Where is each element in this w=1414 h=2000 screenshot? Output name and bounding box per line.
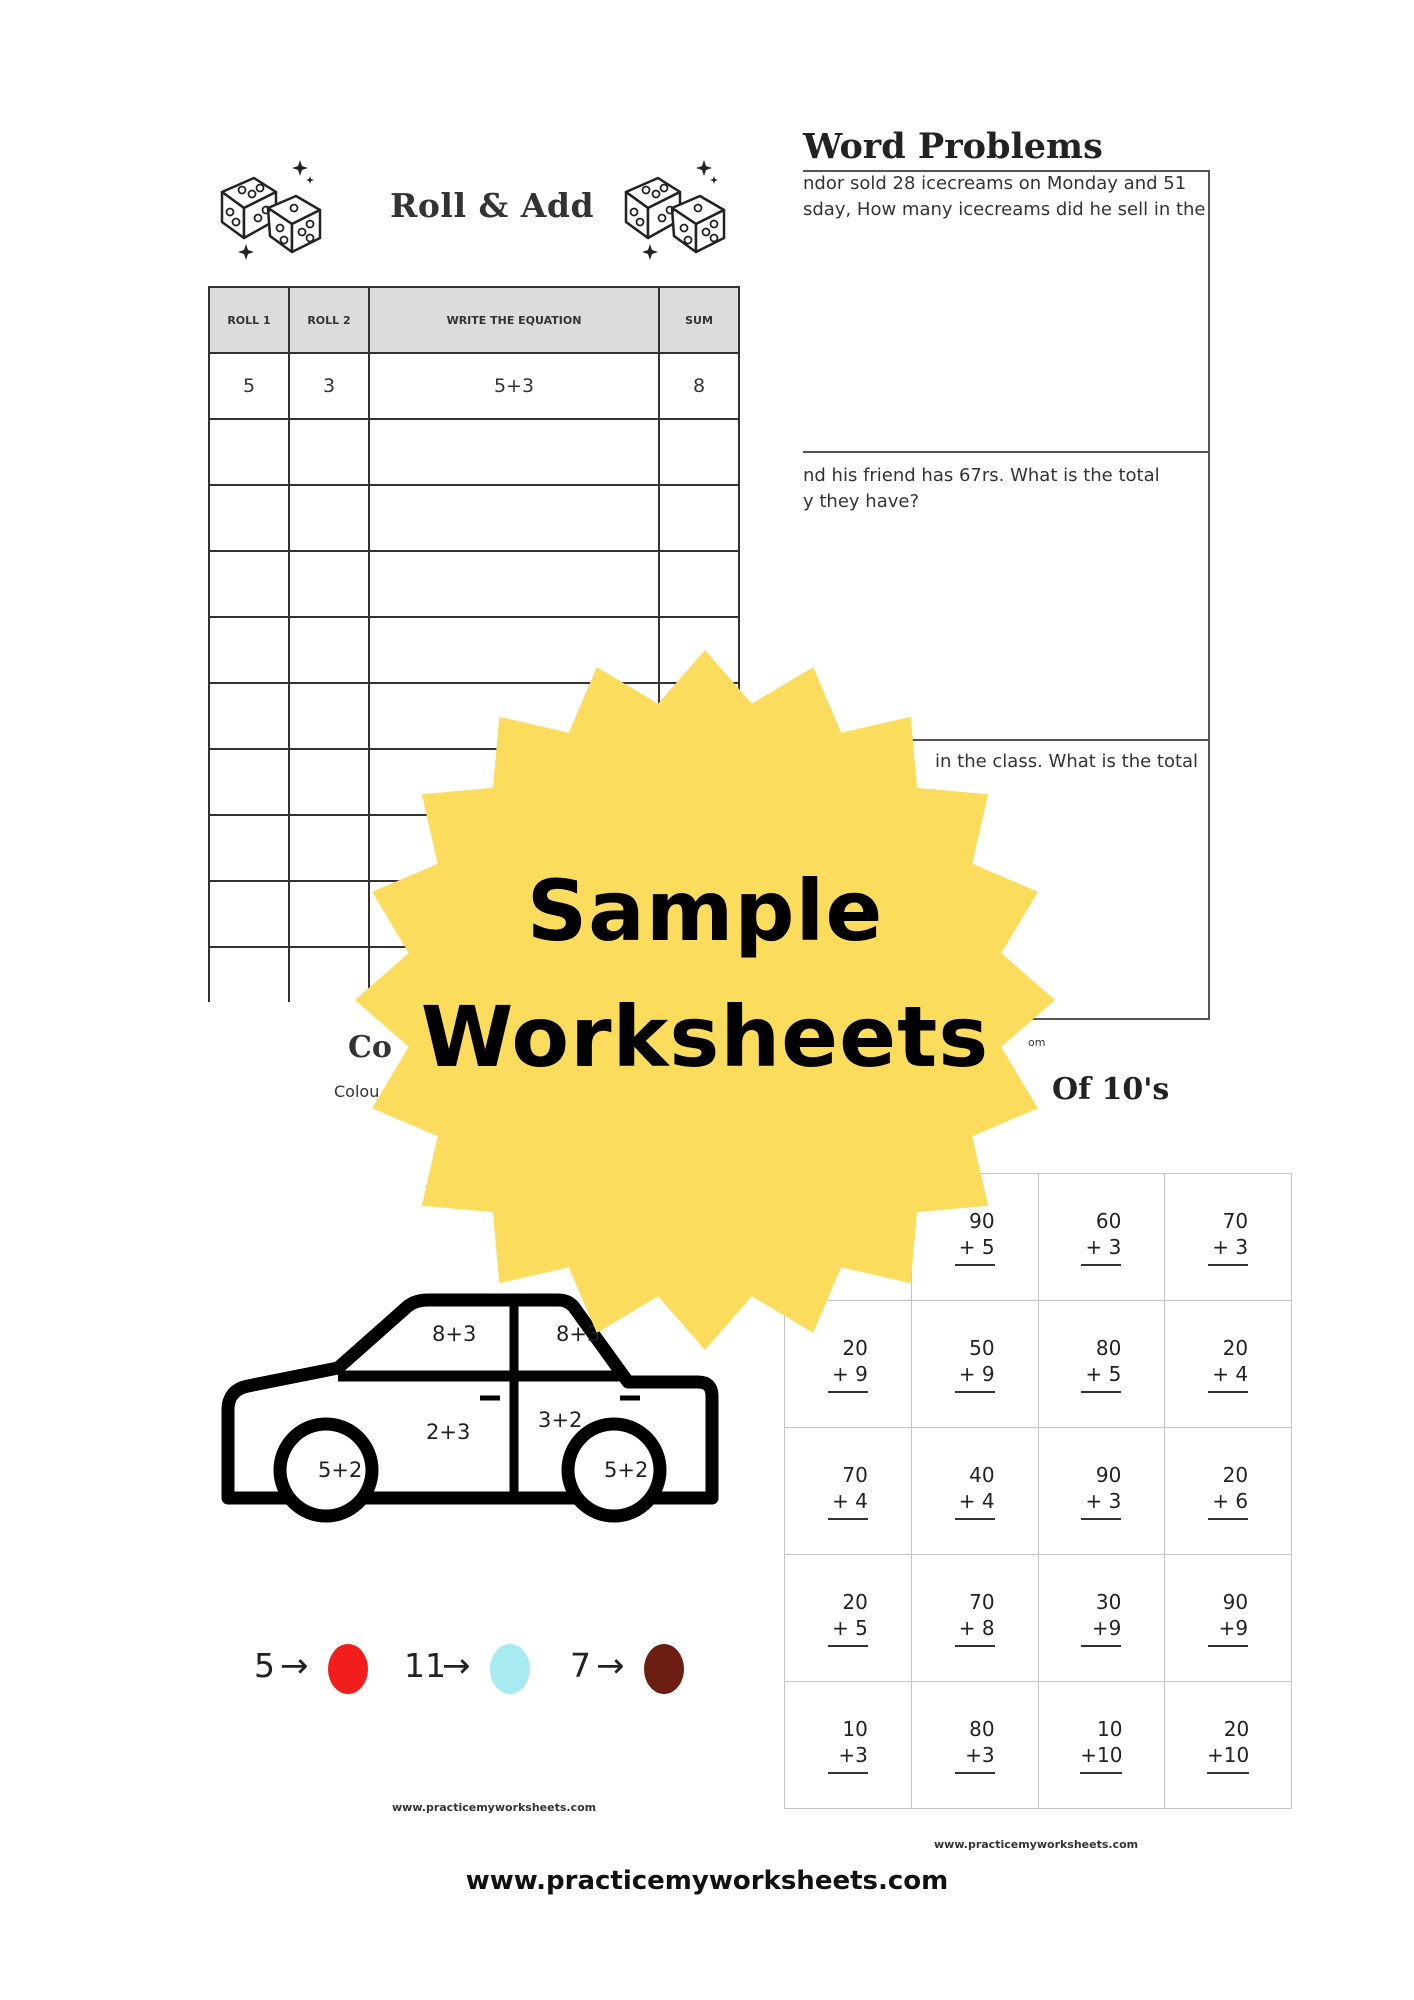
roll-add-title: Roll & Add <box>390 186 595 225</box>
colour-title: Co <box>348 1030 392 1065</box>
addition-problem: 90 +9 <box>1208 1589 1248 1647</box>
arrow-right-icon: → <box>596 1646 625 1686</box>
roll2-cell[interactable] <box>289 551 369 617</box>
addition-problem: 20 +10 <box>1207 1716 1249 1774</box>
equation-cell[interactable] <box>369 419 659 485</box>
addition-problem: 40 + 4 <box>955 1462 995 1520</box>
color-swatch-light-blue <box>490 1644 530 1694</box>
grid-row <box>785 1555 1292 1682</box>
addition-problem: 80 +3 <box>955 1716 995 1774</box>
roll1-cell[interactable] <box>209 683 289 749</box>
grid-cell <box>1038 1428 1165 1555</box>
roll1-cell[interactable] <box>209 485 289 551</box>
color-swatch-red <box>328 1644 368 1694</box>
legend-number: 11 <box>404 1646 446 1685</box>
grid-cell <box>1038 1174 1165 1301</box>
grid-row <box>785 1428 1292 1555</box>
table-row <box>209 419 739 485</box>
grid-cell <box>1038 1555 1165 1682</box>
problem-2-line-1: nd his friend has 67rs. What is the total <box>803 465 1160 486</box>
equation-cell[interactable] <box>369 551 659 617</box>
table-row <box>209 485 739 551</box>
colour-subtitle: Colou <box>334 1082 380 1101</box>
grid-cell <box>1165 1682 1292 1809</box>
grid-cell <box>785 1682 912 1809</box>
addition-problem: 60 + 3 <box>1081 1208 1121 1266</box>
addition-problem: 70 + 8 <box>955 1589 995 1647</box>
addition-problem: 30 +9 <box>1081 1589 1121 1647</box>
color-swatch-brown <box>644 1644 684 1694</box>
problem-2-line-2: y they have? <box>803 491 920 512</box>
badge-title-line-1: Sample <box>526 862 884 960</box>
grid-row <box>785 1682 1292 1809</box>
roll1-cell[interactable] <box>209 419 289 485</box>
sum-cell[interactable] <box>659 419 739 485</box>
column-header: WRITE THE EQUATION <box>369 287 659 353</box>
roll1-cell[interactable] <box>209 881 289 947</box>
addition-problem: 10 +10 <box>1080 1716 1122 1774</box>
sum-cell: 8 <box>659 353 739 419</box>
grid-cell <box>911 1555 1038 1682</box>
roll2-cell: 3 <box>289 353 369 419</box>
car-label: 2+3 <box>426 1420 471 1444</box>
site-url: www.practicemyworksheets.com <box>465 1866 949 1896</box>
word-problems-title: Word Problems <box>803 126 1103 167</box>
roll2-cell[interactable] <box>289 485 369 551</box>
legend-number: 5 <box>254 1646 275 1685</box>
car-label: 8+3 <box>432 1322 477 1346</box>
column-header: SUM <box>659 287 739 353</box>
grid-cell <box>1165 1174 1292 1301</box>
arrow-right-icon: → <box>442 1646 471 1686</box>
grid-cell <box>911 1428 1038 1555</box>
addition-problem: 70 + 4 <box>828 1462 868 1520</box>
addition-problem: 20 + 6 <box>1208 1462 1248 1520</box>
addition-worksheet-site: www.practicemyworksheets.com <box>934 1838 1139 1851</box>
addition-problem: 10 +3 <box>828 1716 868 1774</box>
addition-problem: 90 + 5 <box>955 1208 995 1266</box>
dice-icon <box>618 152 740 262</box>
grid-cell <box>785 1555 912 1682</box>
addition-problem: 90 + 3 <box>1081 1462 1121 1520</box>
table-row <box>209 353 739 419</box>
sum-cell[interactable] <box>659 485 739 551</box>
roll1-cell[interactable] <box>209 947 289 1002</box>
car-label: 3+2 <box>538 1408 583 1432</box>
legend-number: 7 <box>570 1646 591 1685</box>
colour-worksheet-site: www.practicemyworksheets.com <box>392 1801 597 1814</box>
roll2-cell[interactable] <box>289 419 369 485</box>
problem-1-line-1: ndor sold 28 icecreams on Monday and 51 <box>803 173 1187 194</box>
grid-cell <box>1038 1301 1165 1428</box>
divider <box>803 451 1208 453</box>
car-label: 5+2 <box>604 1458 649 1482</box>
grid-cell <box>1038 1682 1165 1809</box>
car-label: 8+3 <box>556 1322 601 1346</box>
roll1-cell[interactable] <box>209 617 289 683</box>
grid-cell <box>1165 1301 1292 1428</box>
addition-problem: 50 + 9 <box>955 1335 995 1393</box>
roll1-cell[interactable] <box>209 815 289 881</box>
addition-problem: 20 + 5 <box>828 1589 868 1647</box>
grid-cell <box>1165 1555 1292 1682</box>
table-header-row <box>209 287 739 353</box>
addition-problem: 70 + 3 <box>1208 1208 1248 1266</box>
grid-cell <box>1165 1428 1292 1555</box>
addition-problem: 20 + 9 <box>828 1335 868 1393</box>
footer-fragment: om <box>1028 1036 1046 1049</box>
column-header: ROLL 2 <box>289 287 369 353</box>
car-label: 5+2 <box>318 1458 363 1482</box>
arrow-right-icon: → <box>280 1646 309 1686</box>
sum-cell[interactable] <box>659 551 739 617</box>
addition-title: Of 10's <box>1052 1072 1170 1107</box>
roll1-cell[interactable] <box>209 551 289 617</box>
equation-cell: 5+3 <box>369 353 659 419</box>
addition-problem: 20 + 4 <box>1208 1335 1248 1393</box>
badge-title-line-2: Worksheets <box>420 988 990 1086</box>
grid-cell <box>785 1428 912 1555</box>
table-row <box>209 551 739 617</box>
column-header: ROLL 1 <box>209 287 289 353</box>
problem-3-line-1: in the class. What is the total <box>935 751 1199 772</box>
equation-cell[interactable] <box>369 485 659 551</box>
problem-1-line-2: sday, How many icecreams did he sell in the <box>803 199 1206 220</box>
grid-cell <box>911 1682 1038 1809</box>
roll1-cell[interactable] <box>209 749 289 815</box>
addition-problem: 80 + 5 <box>1081 1335 1121 1393</box>
dice-icon <box>214 152 336 262</box>
roll1-cell: 5 <box>209 353 289 419</box>
